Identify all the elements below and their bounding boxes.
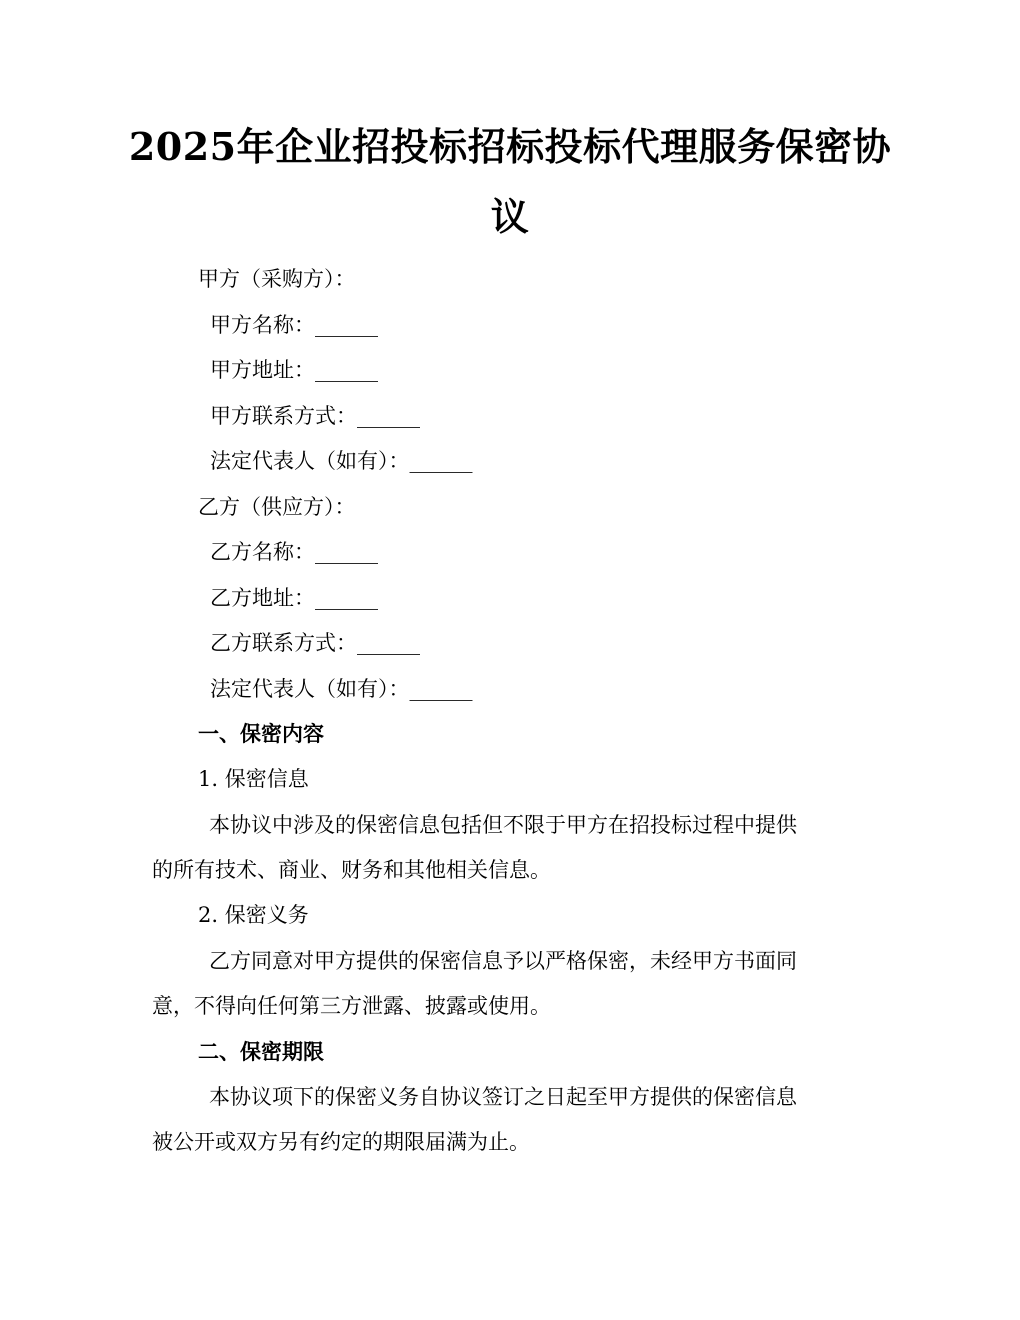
section1-heading: 一、保密内容 [198, 721, 324, 746]
section1-item1-text-line1: 本协议中涉及的保密信息包括但不限于甲方在招投标过程中提供 [209, 813, 797, 837]
section1-item1-heading: 1. 保密信息 [198, 767, 309, 791]
party-b-address: 乙方地址：______ [210, 586, 378, 610]
section1-item2-text-line2: 意，不得向任何第三方泄露、披露或使用。 [152, 994, 551, 1018]
section1-item1-text-line2: 的所有技术、商业、财务和其他相关信息。 [152, 858, 551, 882]
party-a-legal-rep: 法定代表人（如有）：______ [210, 449, 473, 473]
document-title-line2: 议 [490, 194, 530, 239]
party-b-heading: 乙方（供应方）： [198, 495, 356, 519]
party-b-legal-rep: 法定代表人（如有）：______ [210, 677, 473, 701]
section1-item2-heading: 2. 保密义务 [198, 903, 309, 927]
party-a-name: 甲方名称：______ [210, 313, 378, 337]
document-title-line1: 2025年企业招投标招标投标代理服务保密协 [128, 124, 892, 169]
section2-text-line1: 本协议项下的保密义务自协议签订之日起至甲方提供的保密信息 [209, 1085, 797, 1109]
section2-text-line2: 被公开或双方另有约定的期限届满为止。 [152, 1130, 530, 1154]
party-a-address: 甲方地址：______ [210, 358, 378, 382]
party-b-contact: 乙方联系方式：______ [210, 631, 420, 655]
section1-item2-text-line1: 乙方同意对甲方提供的保密信息予以严格保密，未经甲方书面同 [209, 949, 797, 973]
section2-heading: 二、保密期限 [198, 1039, 324, 1064]
party-a-heading: 甲方（采购方）： [198, 267, 356, 291]
party-b-name: 乙方名称：______ [210, 540, 378, 564]
party-a-contact: 甲方联系方式：______ [210, 404, 420, 428]
